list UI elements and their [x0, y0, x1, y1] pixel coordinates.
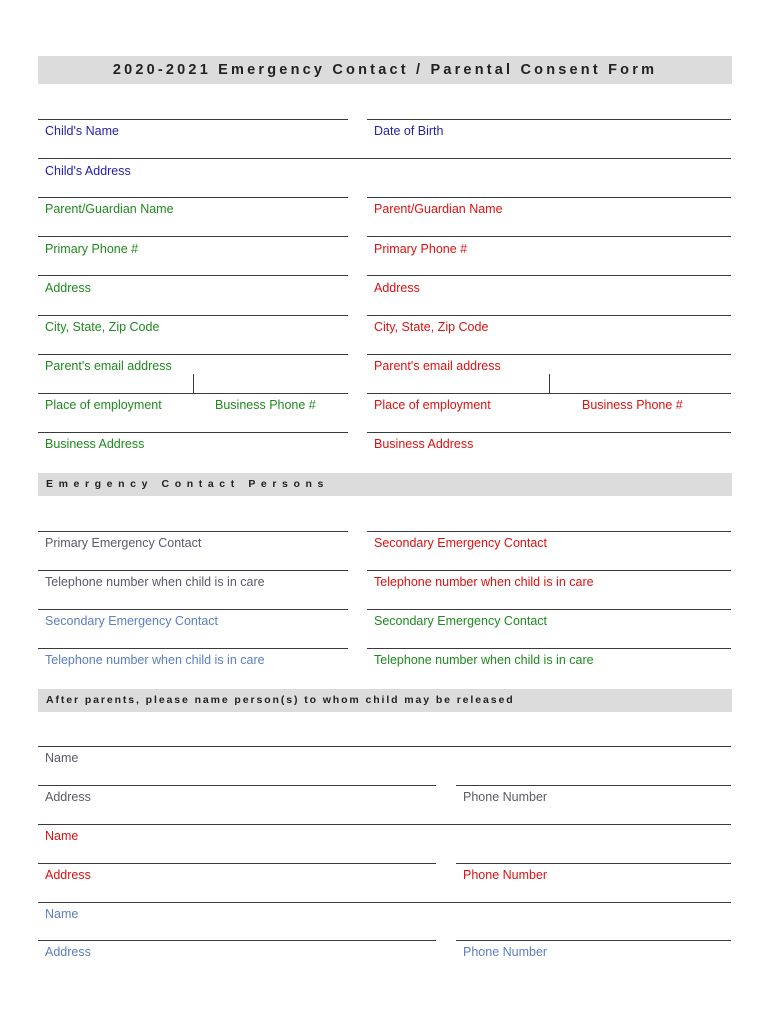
parent2-employment-field[interactable]: Place of employment [374, 398, 491, 412]
divider-line [367, 570, 731, 571]
child-name-field[interactable]: Child's Name [45, 124, 119, 138]
form-title: 2020-2021 Emergency Contact / Parental Consent Form [38, 56, 732, 84]
release-section-heading: After parents, please name person(s) to whom child may be released [38, 689, 732, 712]
secondary-emergency-contact-field[interactable]: Secondary Emergency Contact [374, 536, 548, 550]
release-person-3-phone-field[interactable]: Phone Number [463, 945, 548, 959]
column-divider [193, 374, 194, 393]
divider-line [367, 531, 731, 532]
primary-emergency-phone-field[interactable]: Telephone number when child is in care [45, 575, 265, 589]
release-person-1-phone-field[interactable]: Phone Number [463, 790, 548, 804]
divider-line [367, 354, 731, 355]
parent1-email-field[interactable]: Parent's email address [45, 359, 172, 373]
dob-line [367, 119, 731, 120]
divider-line [38, 432, 348, 433]
divider-line [367, 315, 731, 316]
secondary-emergency-phone-right-field[interactable]: Telephone number when child is in care [374, 653, 594, 667]
divider-line [367, 197, 731, 198]
divider-line [367, 432, 731, 433]
release-person-3-name-field[interactable]: Name [45, 907, 79, 921]
secondary-emergency-contact-right-field[interactable]: Secondary Emergency Contact [374, 614, 548, 628]
secondary-emergency-phone-left-field[interactable]: Telephone number when child is in care [45, 653, 265, 667]
release-person-3-address-field[interactable]: Address [45, 945, 91, 959]
divider-line [38, 315, 348, 316]
child-address-line [38, 158, 731, 159]
parent2-business-address-field[interactable]: Business Address [374, 437, 474, 451]
primary-emergency-contact-field[interactable]: Primary Emergency Contact [45, 536, 202, 550]
parent2-name-field[interactable]: Parent/Guardian Name [374, 202, 503, 216]
parent2-email-field[interactable]: Parent's email address [374, 359, 501, 373]
secondary-emergency-phone-field[interactable]: Telephone number when child is in care [374, 575, 594, 589]
release-person-2-name-field[interactable]: Name [45, 829, 79, 843]
divider-line [456, 785, 731, 786]
parent2-city-field[interactable]: City, State, Zip Code [374, 320, 489, 334]
parent1-employment-field[interactable]: Place of employment [45, 398, 162, 412]
divider-line [367, 648, 731, 649]
parent2-business-phone-field[interactable]: Business Phone # [582, 398, 683, 412]
divider-line [38, 531, 348, 532]
release-person-1-address-field[interactable]: Address [45, 790, 91, 804]
divider-line [38, 746, 731, 747]
parent1-business-address-field[interactable]: Business Address [45, 437, 145, 451]
divider-line [38, 902, 731, 903]
divider-line [38, 940, 436, 941]
parent1-phone-field[interactable]: Primary Phone # [45, 242, 139, 256]
divider-line [38, 236, 348, 237]
parent2-address-field[interactable]: Address [374, 281, 420, 295]
parent1-name-field[interactable]: Parent/Guardian Name [45, 202, 174, 216]
parent1-business-phone-field[interactable]: Business Phone # [215, 398, 316, 412]
divider-line [38, 863, 436, 864]
divider-line [38, 275, 348, 276]
divider-line [38, 197, 348, 198]
divider-line [367, 275, 731, 276]
divider-line [38, 785, 436, 786]
release-person-2-phone-field[interactable]: Phone Number [463, 868, 548, 882]
release-person-2-address-field[interactable]: Address [45, 868, 91, 882]
child-address-field[interactable]: Child's Address [45, 164, 131, 178]
divider-line [38, 648, 348, 649]
column-divider [549, 374, 550, 393]
divider-line [38, 393, 348, 394]
parent1-address-field[interactable]: Address [45, 281, 91, 295]
child-name-line [38, 119, 348, 120]
divider-line [456, 863, 731, 864]
divider-line [367, 236, 731, 237]
divider-line [38, 570, 348, 571]
divider-line [367, 609, 731, 610]
parent1-city-field[interactable]: City, State, Zip Code [45, 320, 160, 334]
secondary-emergency-contact-left-field[interactable]: Secondary Emergency Contact [45, 614, 219, 628]
parent2-phone-field[interactable]: Primary Phone # [374, 242, 468, 256]
divider-line [38, 354, 348, 355]
divider-line [367, 393, 731, 394]
emergency-section-heading: Emergency Contact Persons [38, 473, 732, 496]
divider-line [456, 940, 731, 941]
divider-line [38, 824, 731, 825]
release-person-1-name-field[interactable]: Name [45, 751, 79, 765]
dob-field[interactable]: Date of Birth [374, 124, 444, 138]
divider-line [38, 609, 348, 610]
